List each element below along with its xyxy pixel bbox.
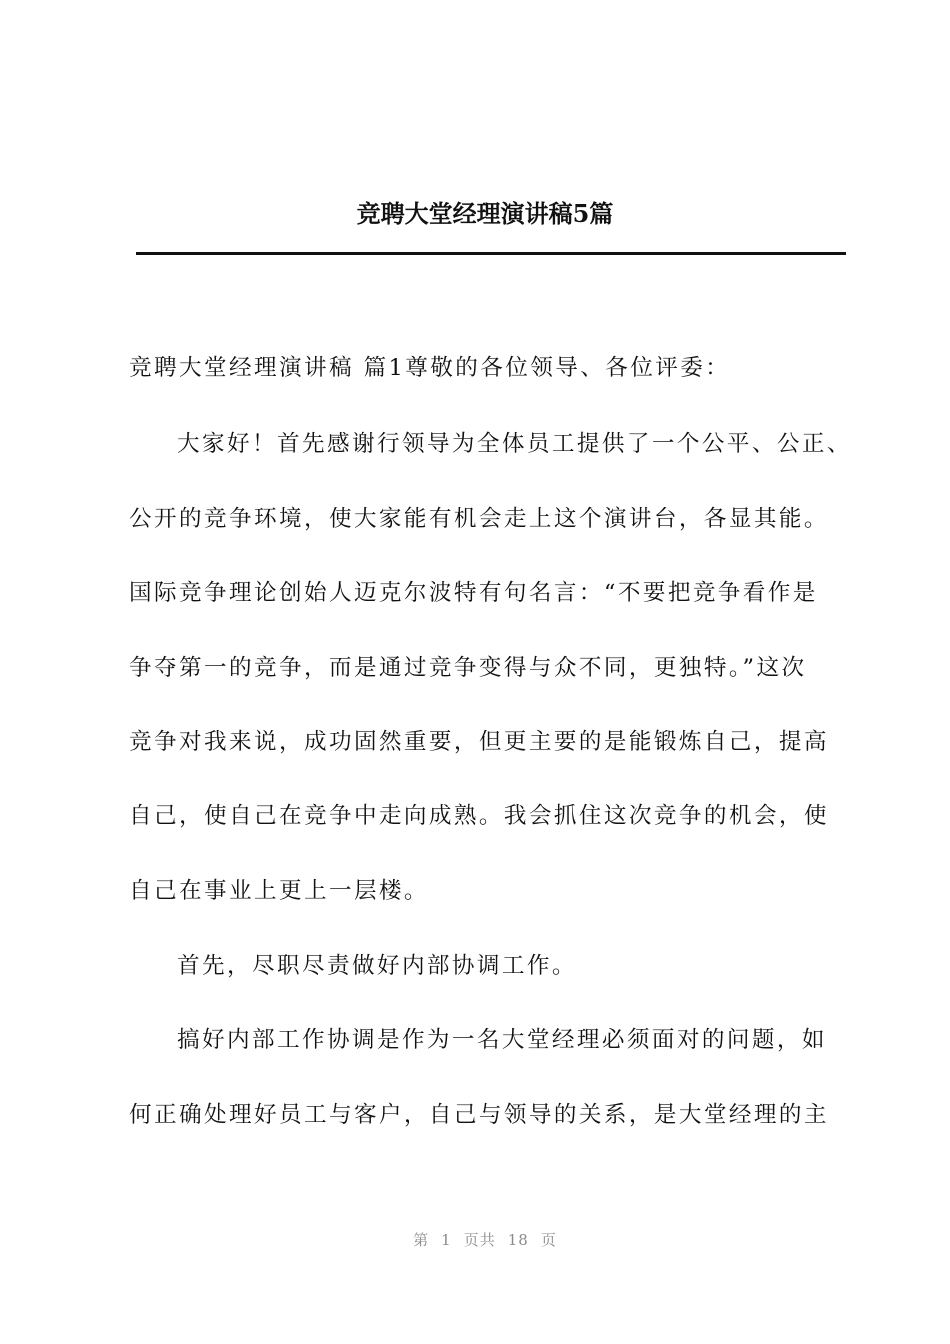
paragraph-line: 争夺第一的竞争，而是通过竞争变得与众不同，更独特。”这次 — [129, 655, 807, 681]
footer-suffix: 页 — [540, 1231, 557, 1249]
paragraph-line: 公开的竞争环境，使大家能有机会走上这个演讲台，各显其能。 — [129, 506, 829, 532]
paragraph-line: 搞好内部工作协调是作为一名大堂经理必须面对的问题，如 — [177, 1027, 827, 1053]
paragraph-line: 何正确处理好员工与客户，自己与领导的关系，是大堂经理的主 — [129, 1102, 829, 1128]
paragraph-line: 竞争对我来说，成功固然重要，但更主要的是能锻炼自己，提高 — [129, 729, 829, 755]
footer-prefix: 第 — [413, 1231, 430, 1249]
footer-total-pages: 18 — [507, 1231, 529, 1249]
footer-middle: 页共 — [463, 1231, 496, 1249]
footer-current-page: 1 — [441, 1231, 452, 1249]
paragraph-line: 竞聘大堂经理演讲稿 篇1尊敬的各位领导、各位评委： — [129, 355, 731, 381]
page-footer — [0, 1229, 950, 1250]
document-title: 竞聘大堂经理演讲稿5篇 — [356, 199, 614, 228]
paragraph-line: 大家好！首先感谢行领导为全体员工提供了一个公平、公正、 — [177, 431, 852, 457]
paragraph-line: 自己，使自己在竞争中走向成熟。我会抓住这次竞争的机会，使 — [129, 803, 829, 829]
paragraph-line: 首先，尽职尽责做好内部协调工作。 — [177, 953, 577, 979]
title-divider — [136, 252, 846, 255]
paragraph-line: 国际竞争理论创始人迈克尔波特有句名言：“不要把竞争看作是 — [129, 580, 818, 606]
paragraph-line: 自己在事业上更上一层楼。 — [129, 878, 429, 904]
